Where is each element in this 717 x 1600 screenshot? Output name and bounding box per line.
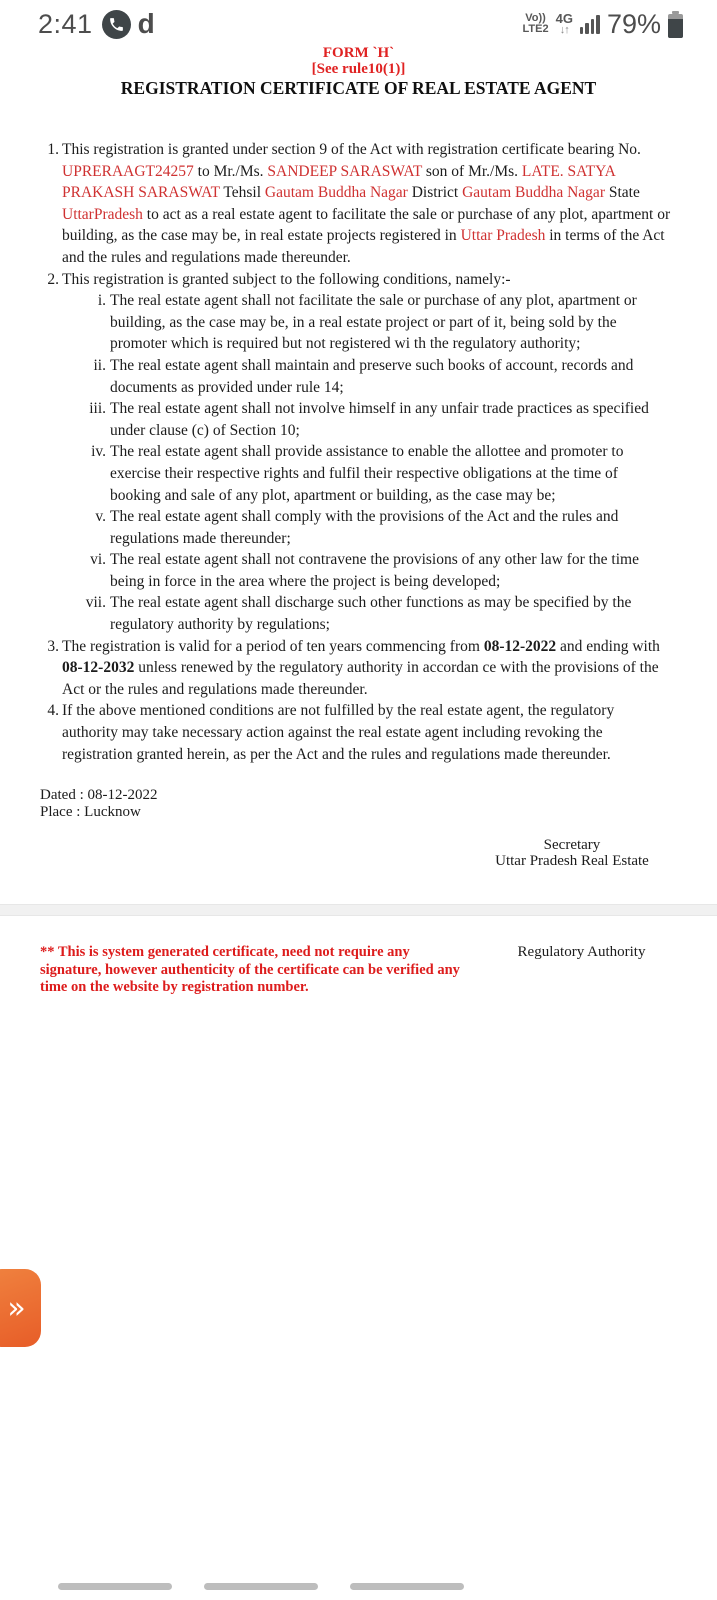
phone-call-icon bbox=[102, 10, 131, 39]
text-segment: The real estate agent shall not facilitate the sale or purchase of any plot, apartment or building, as the case may be, in a real estate project or part of it, being sold by the promoter which is required but not registered wi th the regulatory authority; bbox=[110, 292, 637, 353]
signatory-title: Secretary bbox=[543, 837, 601, 854]
condition-text bbox=[110, 400, 649, 439]
text-segment: 08-12-2022 bbox=[483, 637, 557, 655]
signatory-org-line1: Uttar Pradesh Real Estate bbox=[495, 853, 649, 870]
text-segment: to act as a real estate agent to facilitate the sale or purchase of any plot, apartment or building, as the case may be, in real estate projects registered in bbox=[62, 205, 671, 245]
text-segment: Uttar Pradesh bbox=[460, 227, 546, 245]
data-arrows-icon: ↓↑ bbox=[559, 24, 569, 36]
signature-block bbox=[452, 837, 692, 869]
text-segment: If the above mentioned conditions are not fulfilled by the real estate agent, the regulatory authority may take necessary action against the real estate agent including revoking the registration granted herein, as per the Act and the rules and regulations made thereunder. bbox=[62, 702, 615, 763]
text-segment: The real estate agent shall not contravene the provisions of any other law for the time being in force in the area where the project is being developed; bbox=[110, 551, 639, 590]
text-segment: 08-12-2032 bbox=[62, 659, 135, 677]
text-segment: Gautam Buddha Nagar bbox=[462, 184, 605, 202]
condition-text bbox=[110, 551, 639, 590]
condition-number: v. bbox=[95, 508, 106, 526]
condition-vi bbox=[62, 549, 672, 592]
text-segment: The real estate agent shall not involve himself in any unfair trade practices as specified under clause (c) of Section 10; bbox=[110, 400, 649, 439]
clause-text bbox=[62, 271, 511, 288]
text-segment: The real estate agent shall discharge such other functions as may be specified by the regulatory authority by regulations; bbox=[110, 594, 632, 634]
certificate-title: REGISTRATION CERTIFICATE OF REAL ESTATE AGENT bbox=[120, 78, 597, 98]
certificate-body bbox=[0, 139, 717, 765]
gesture-navigation-hints bbox=[0, 1580, 717, 1600]
clause-text bbox=[62, 702, 614, 762]
rule-reference: [See rule10(1)] bbox=[311, 61, 406, 77]
network-type-indicator: 4G ↓↑ bbox=[555, 11, 573, 36]
form-name: FORM `H` bbox=[322, 45, 395, 61]
condition-vii bbox=[62, 592, 672, 635]
clause-3 bbox=[40, 636, 672, 701]
condition-iii bbox=[62, 398, 672, 441]
condition-number: ii. bbox=[93, 356, 106, 374]
certificate-header bbox=[0, 45, 717, 99]
condition-iv bbox=[62, 441, 672, 506]
volte-indicator: Vo)) LTE2 bbox=[522, 12, 549, 35]
clause-number: 3. bbox=[47, 637, 59, 655]
text-segment: The real estate agent shall comply with the provisions of the Act and the rules and regulations made thereunder; bbox=[110, 508, 619, 547]
text-segment: UttarPradesh bbox=[62, 205, 143, 223]
condition-i bbox=[62, 290, 672, 355]
condition-number: vii. bbox=[85, 594, 106, 612]
notification-app-d-icon: d bbox=[137, 8, 155, 39]
page-break-separator bbox=[0, 904, 717, 916]
signal-strength-icon bbox=[580, 15, 600, 34]
clause-1 bbox=[40, 139, 672, 269]
clause-text bbox=[62, 638, 660, 698]
text-segment: This registration is granted subject to the following conditions, namely:- bbox=[62, 270, 511, 288]
expand-panel-button[interactable] bbox=[0, 1269, 41, 1347]
status-bar bbox=[0, 0, 717, 46]
system-generated-disclaimer: ** This is system generated certificate, need not require any signature, however authenticity of the certificate can be verified any time on the website by registration number. bbox=[40, 944, 460, 995]
clause-number: 4. bbox=[47, 702, 59, 720]
clause-2 bbox=[40, 269, 672, 636]
clause-text bbox=[62, 141, 670, 266]
condition-text bbox=[110, 292, 637, 352]
text-segment: in terms of the Act and the rules and regulations made thereunder. bbox=[62, 227, 665, 266]
text-segment: son of Mr./Ms. bbox=[422, 162, 522, 180]
battery-icon bbox=[668, 11, 683, 38]
text-segment: This registration is granted under section 9 of the Act with registration certificate bearing No. bbox=[62, 141, 641, 158]
text-segment: and ending with bbox=[556, 637, 660, 655]
text-segment: State bbox=[604, 184, 640, 202]
gesture-hint-bar[interactable] bbox=[204, 1583, 318, 1590]
clause-4 bbox=[40, 700, 672, 765]
condition-number: i. bbox=[97, 292, 106, 310]
condition-ii bbox=[62, 355, 672, 398]
text-segment: to Mr./Ms. bbox=[193, 162, 268, 180]
place-line: Place : Lucknow bbox=[40, 803, 141, 820]
clause-number: 1. bbox=[47, 141, 59, 158]
text-segment: SANDEEP SARASWAT bbox=[267, 162, 423, 180]
clause-number: 2. bbox=[47, 270, 59, 288]
condition-number: iv. bbox=[91, 443, 106, 461]
text-segment: UPRERAAGT24257 bbox=[62, 162, 194, 180]
condition-number: iii. bbox=[89, 400, 106, 418]
gesture-hint-bar[interactable] bbox=[350, 1583, 464, 1590]
text-segment: The real estate agent shall provide assistance to enable the allottee and promoter to exercise their respective rights and fulfil their respective obligations at the time of booking and sale of any plot, apartment or building, as the case may be; bbox=[110, 443, 624, 504]
signatory-org-line2: Regulatory Authority bbox=[517, 944, 646, 961]
text-segment: Gautam Buddha Nagar bbox=[264, 184, 408, 202]
condition-text bbox=[110, 357, 633, 396]
text-segment: The real estate agent shall maintain and preserve such books of account, records and documents as provided under rule 14; bbox=[110, 356, 634, 396]
condition-number: vi. bbox=[90, 551, 106, 569]
text-segment: The registration is valid for a period of ten years commencing from bbox=[62, 637, 484, 655]
clock: 2:41 bbox=[38, 8, 93, 39]
text-segment: unless renewed by the regulatory authority in accordan ce with the provisions of the Act or the rules and regulations made thereunder. bbox=[62, 659, 659, 698]
text-segment: LATE. SATYA PRAKASH SARASWAT bbox=[62, 162, 615, 202]
gesture-hint-bar[interactable] bbox=[58, 1583, 172, 1590]
page-2-content bbox=[0, 944, 717, 996]
text-segment: Tehsil bbox=[219, 184, 265, 202]
condition-v bbox=[62, 506, 672, 549]
battery-percentage: 79% bbox=[606, 8, 661, 39]
condition-text bbox=[110, 594, 631, 633]
dated-line: Dated : 08-12-2022 bbox=[40, 787, 158, 804]
dated-place-block bbox=[0, 787, 717, 820]
text-segment: District bbox=[407, 184, 463, 202]
condition-text bbox=[110, 443, 623, 503]
condition-text bbox=[110, 508, 618, 547]
double-chevron-right-icon: » bbox=[7, 1291, 26, 1326]
